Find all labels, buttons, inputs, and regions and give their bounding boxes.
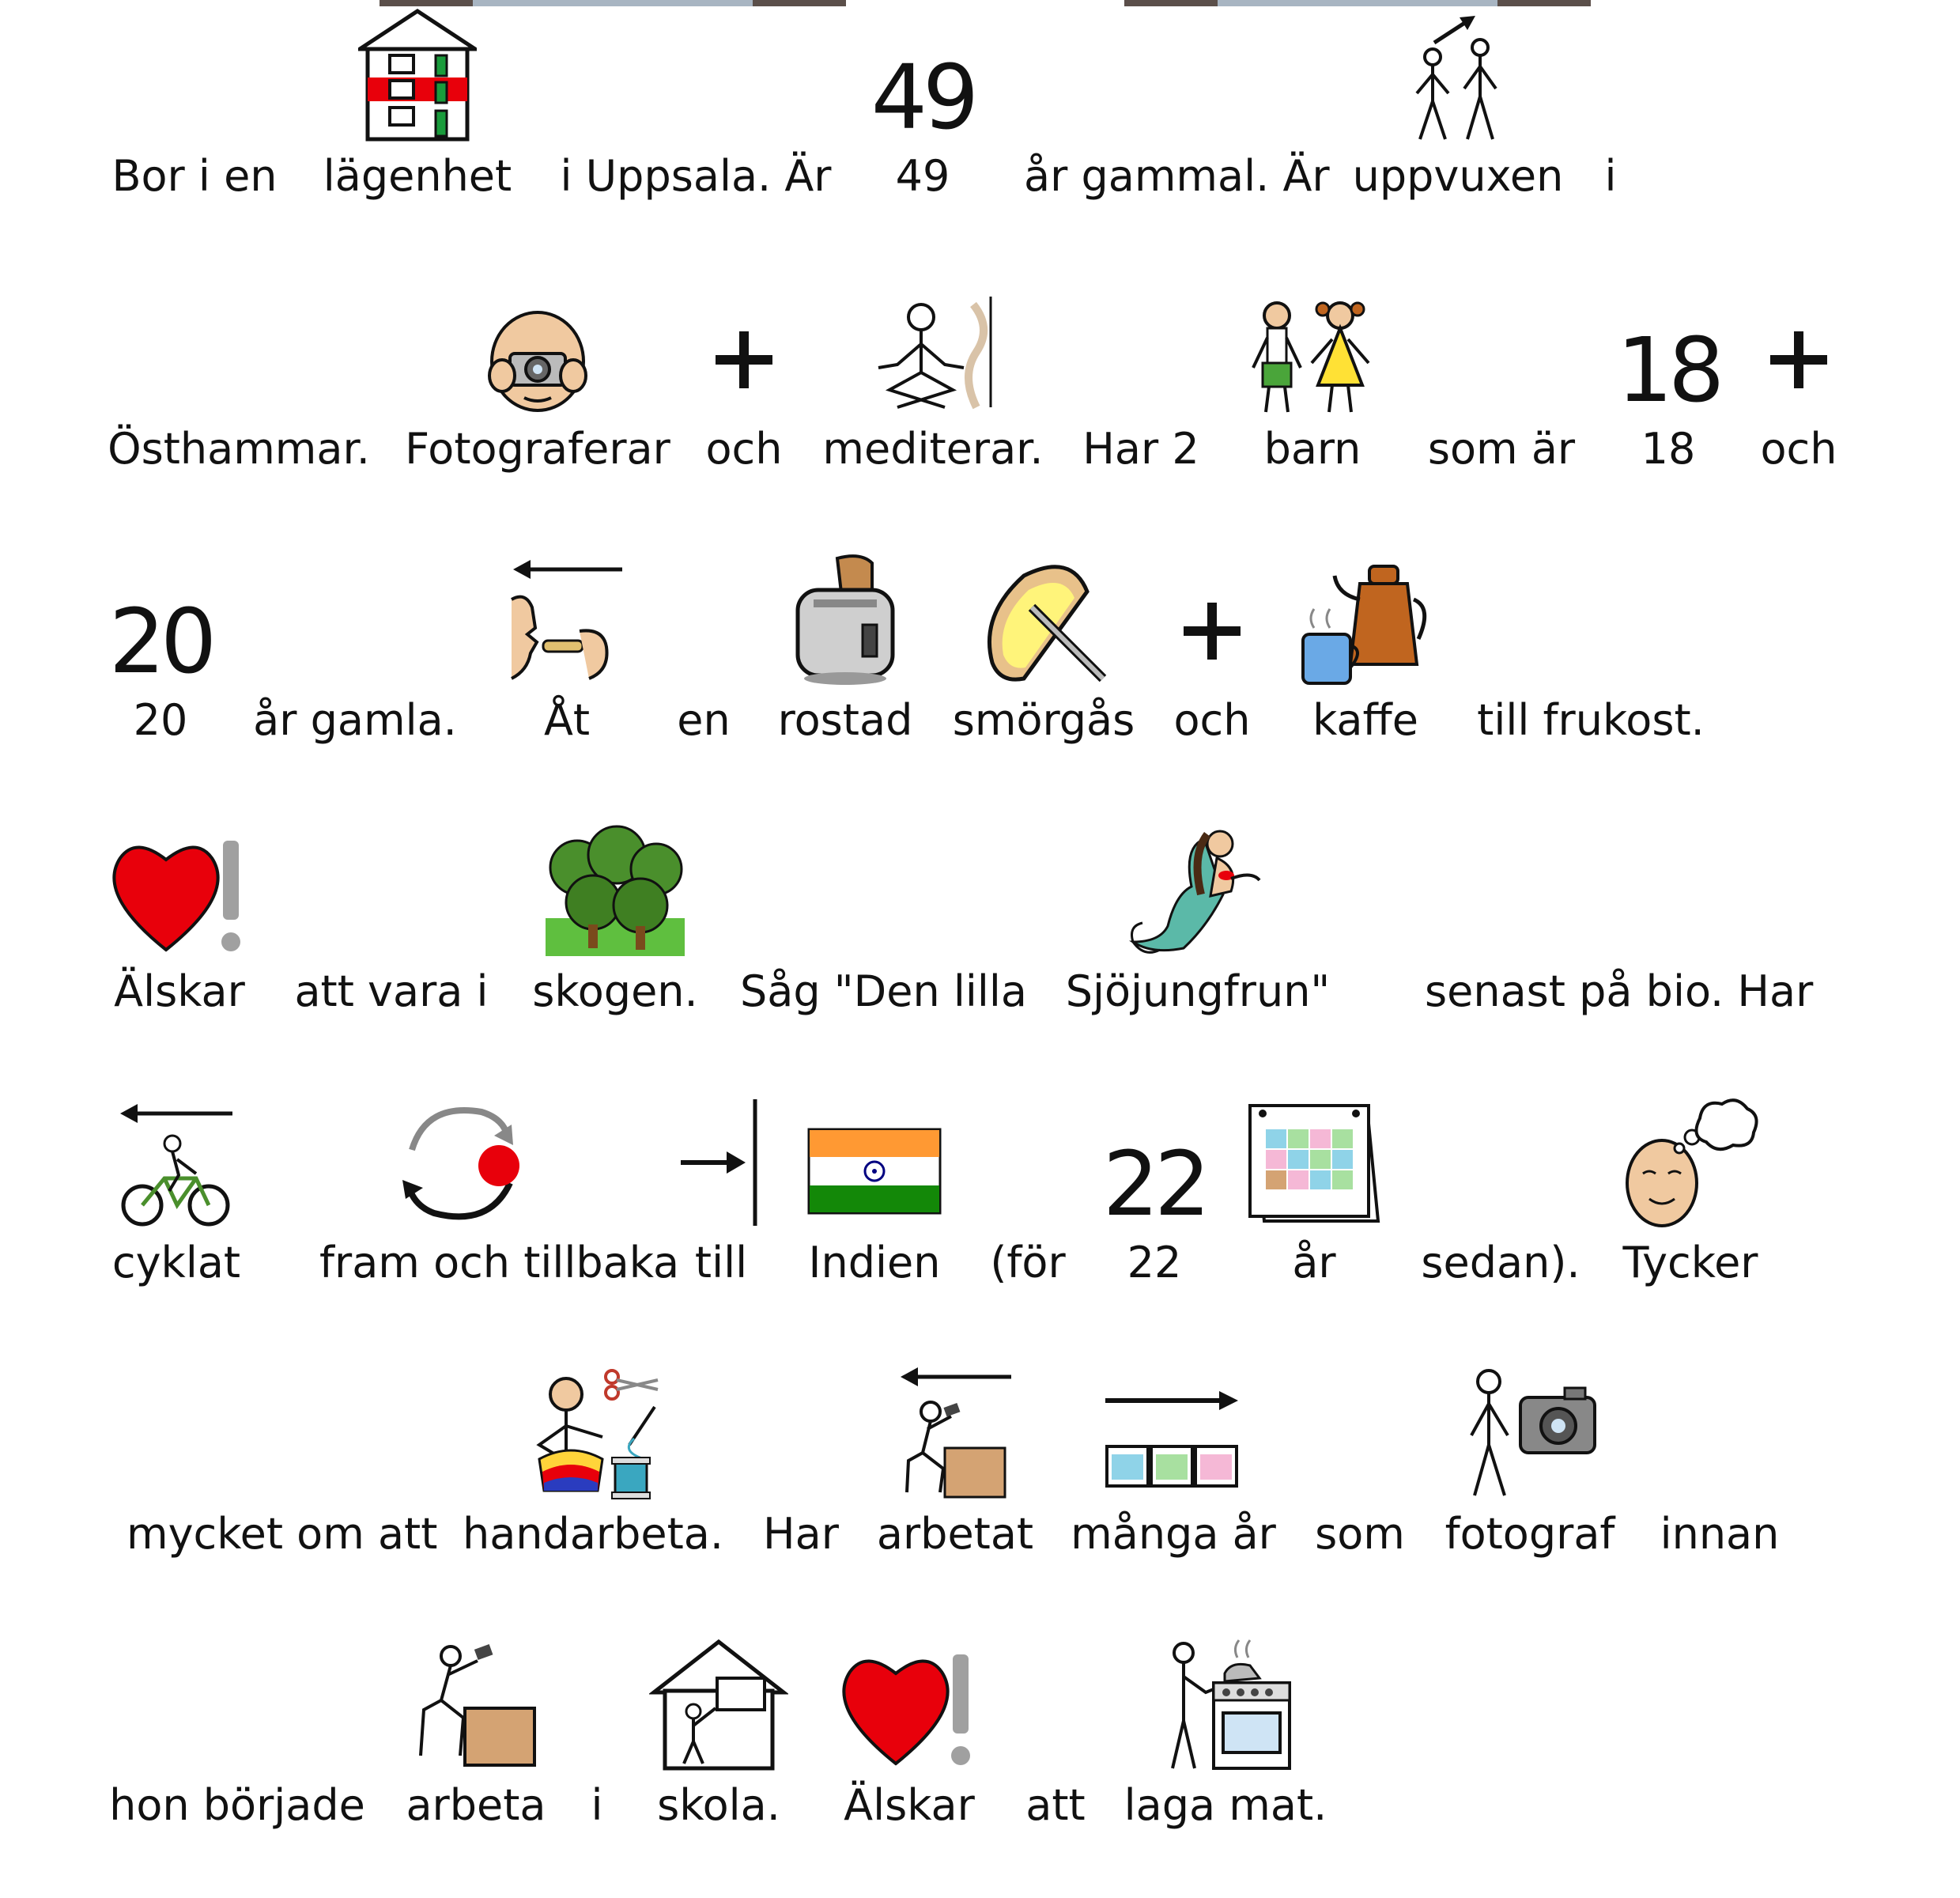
word-cell xyxy=(624,1629,814,1890)
word-label: en xyxy=(677,695,731,745)
photographing-icon xyxy=(478,304,597,415)
number-symbol: 18 xyxy=(1616,319,1720,422)
word-cell xyxy=(1516,0,1705,261)
meditate-icon xyxy=(866,289,1000,415)
word-label: Bor i en xyxy=(111,151,278,201)
word-label: år gammal. Är xyxy=(1024,151,1330,201)
word-label: smörgås xyxy=(952,695,1135,745)
word-label: till frukost. xyxy=(1477,695,1705,745)
word-cell xyxy=(109,1629,365,1890)
word-cell xyxy=(1425,815,1814,1076)
word-cell xyxy=(1477,544,1705,805)
forest-icon xyxy=(546,823,685,958)
word-cell xyxy=(405,273,670,534)
love-heart-icon xyxy=(842,1645,976,1771)
word-label: skola. xyxy=(657,1780,780,1830)
number-symbol: 49 xyxy=(870,47,975,149)
word-label: i Uppsala. Är xyxy=(560,151,832,201)
love-heart-icon xyxy=(112,831,247,958)
word-cell xyxy=(1024,0,1330,261)
text-row xyxy=(0,0,1960,269)
word-label: cyklat xyxy=(111,1238,241,1287)
word-cell xyxy=(100,0,289,261)
word-label: rostad xyxy=(777,695,913,745)
word-cell xyxy=(860,1358,1050,1619)
word-label: Älskar xyxy=(114,966,245,1016)
word-cell xyxy=(66,544,255,805)
word-cell xyxy=(294,815,489,1076)
word-label: som xyxy=(1315,1509,1405,1559)
word-cell xyxy=(253,544,457,805)
word-cell xyxy=(462,1358,724,1619)
word-label: senast på bio. Har xyxy=(1425,966,1814,1016)
word-label: uppvuxen xyxy=(1352,151,1564,201)
word-label: och xyxy=(1173,695,1251,745)
word-label: skogen. xyxy=(532,966,698,1016)
word-cell xyxy=(323,0,512,261)
toaster-icon xyxy=(790,552,901,686)
text-row xyxy=(0,273,1960,542)
word-label: arbeta xyxy=(406,1780,546,1830)
word-label: Har 2 xyxy=(1082,424,1199,474)
word-label: (för xyxy=(990,1238,1066,1287)
text-row xyxy=(0,1087,1960,1355)
word-label: lägenhet xyxy=(323,151,512,201)
word-cell xyxy=(1065,815,1331,1076)
word-cell xyxy=(1271,544,1460,805)
think-icon xyxy=(1621,1095,1760,1229)
word-label: innan xyxy=(1660,1509,1780,1559)
word-label: 20 xyxy=(133,695,188,745)
word-label: i xyxy=(591,1780,603,1830)
word-cell xyxy=(85,815,274,1076)
mermaid-icon xyxy=(1128,823,1267,958)
calendar-icon xyxy=(1247,1102,1381,1229)
word-label: mycket om att xyxy=(127,1509,438,1559)
number-symbol: 20 xyxy=(108,591,213,694)
word-cell xyxy=(1219,1087,1409,1348)
word-cell xyxy=(822,273,1044,534)
children-icon xyxy=(1245,297,1380,415)
word-label: fram och tillbaka xyxy=(319,1238,680,1287)
sandwich-icon xyxy=(976,560,1111,686)
word-label: att xyxy=(1025,1780,1086,1830)
word-label: laga mat. xyxy=(1124,1780,1327,1830)
word-cell xyxy=(127,1358,438,1619)
worked-past-icon xyxy=(896,1366,1014,1500)
handicraft-icon xyxy=(523,1366,663,1500)
word-cell xyxy=(1046,273,1236,534)
word-label: Fotograferar xyxy=(405,424,670,474)
word-cell xyxy=(520,815,710,1076)
word-cell xyxy=(649,273,839,534)
word-label: Älskar xyxy=(844,1780,975,1830)
photographer-icon xyxy=(1460,1366,1599,1500)
word-label: Sjöjungfrun" xyxy=(1065,966,1331,1016)
text-row xyxy=(0,815,1960,1084)
word-cell xyxy=(1218,273,1407,534)
word-label: Östhammar. xyxy=(108,424,370,474)
word-label: 49 xyxy=(895,151,950,201)
word-cell xyxy=(750,544,940,805)
to-arrow-icon xyxy=(678,1095,765,1229)
word-label: i xyxy=(1604,151,1617,201)
word-cell xyxy=(81,1087,271,1348)
word-label: 22 xyxy=(1127,1238,1182,1287)
word-label: sedan). xyxy=(1421,1238,1580,1287)
word-cell xyxy=(740,815,1027,1076)
word-cell xyxy=(1625,1358,1815,1619)
coffee-icon xyxy=(1298,552,1433,686)
text-row xyxy=(0,1629,1960,1898)
number-symbol: 22 xyxy=(1102,1133,1207,1236)
word-label: fotograf xyxy=(1445,1509,1615,1559)
plus-icon xyxy=(1767,328,1830,415)
word-cell xyxy=(828,0,1018,261)
cooking-icon xyxy=(1158,1637,1293,1771)
word-cell xyxy=(1407,273,1596,534)
word-label: Såg "Den lilla xyxy=(740,966,1027,1016)
plus-icon xyxy=(1180,599,1244,686)
apartment-building-icon xyxy=(358,8,477,142)
word-label: barn xyxy=(1263,424,1361,474)
word-label: 18 xyxy=(1641,424,1696,474)
word-label: Tycker xyxy=(1622,1238,1758,1287)
word-label: år xyxy=(1292,1238,1336,1287)
word-cell xyxy=(1071,1358,1276,1619)
word-label: till xyxy=(694,1238,748,1287)
many-years-icon xyxy=(1104,1389,1243,1500)
text-row xyxy=(0,544,1960,813)
word-cell xyxy=(1596,1087,1785,1348)
word-label: mediterar. xyxy=(822,424,1044,474)
back-and-forth-icon xyxy=(395,1095,529,1229)
word-label: Indien xyxy=(808,1238,941,1287)
word-cell xyxy=(961,1629,1150,1890)
word-cell xyxy=(1406,1087,1596,1348)
text-row xyxy=(0,1358,1960,1627)
word-label: många år xyxy=(1071,1509,1276,1559)
word-label: som är xyxy=(1427,424,1576,474)
plus-icon xyxy=(712,328,776,415)
grown-up-icon xyxy=(1403,8,1513,142)
word-label: Har xyxy=(763,1509,839,1559)
word-cell xyxy=(1265,1358,1455,1619)
word-label: år gamla. xyxy=(253,695,457,745)
word-label: arbetat xyxy=(876,1509,1034,1559)
cycled-past-icon xyxy=(117,1102,236,1229)
word-label: och xyxy=(1760,424,1837,474)
word-cell xyxy=(1704,273,1894,534)
word-label: Åt xyxy=(543,695,591,745)
word-label: kaffe xyxy=(1312,695,1418,745)
word-cell xyxy=(1435,1358,1625,1619)
word-cell xyxy=(319,1087,680,1348)
word-cell xyxy=(560,0,832,261)
india-flag-icon xyxy=(807,1128,942,1229)
word-label: hon började xyxy=(109,1780,365,1830)
word-label: handarbeta. xyxy=(462,1509,724,1559)
word-cell xyxy=(108,273,370,534)
school-icon xyxy=(649,1637,788,1771)
word-label: och xyxy=(705,424,783,474)
word-cell xyxy=(949,544,1139,805)
word-cell xyxy=(1124,1629,1327,1890)
word-label: att vara i xyxy=(294,966,489,1016)
